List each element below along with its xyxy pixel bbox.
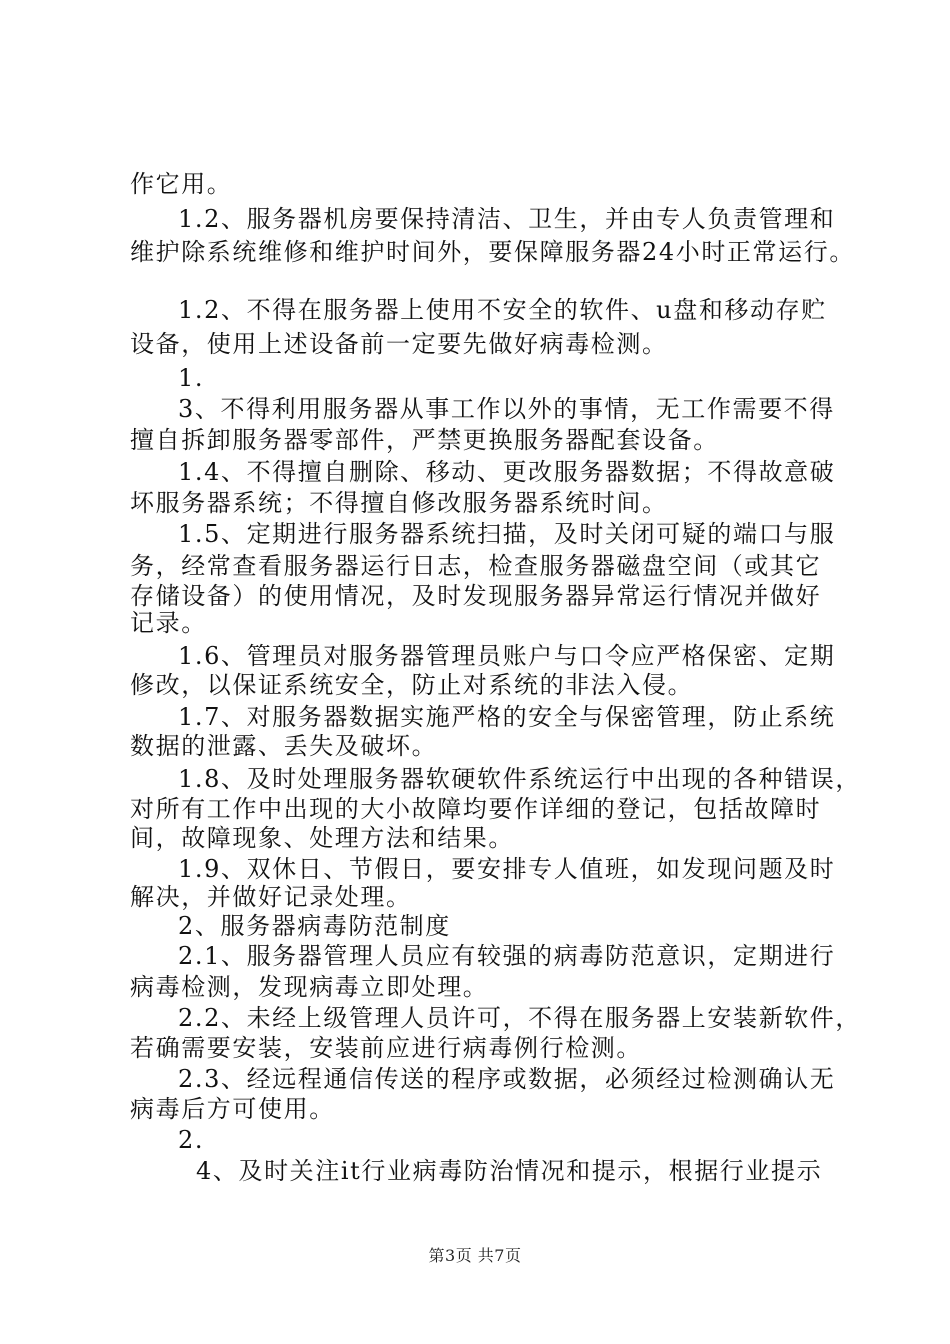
text-line: 1.5、定期进行服务器系统扫描，及时关闭可疑的端口与服 [178, 520, 836, 548]
text-line: 1.8、及时处理服务器软硬软件系统运行中出现的各种错误， [178, 765, 861, 793]
section-heading: 2、服务器病毒防范制度 [178, 912, 451, 940]
text-line: 病毒后方可使用。 [130, 1095, 335, 1123]
text-line: 数据的泄露、丢失及破坏。 [130, 732, 438, 760]
text-line: 1.2、不得在服务器上使用不安全的软件、u盘和移动存贮 [178, 296, 827, 324]
page-footer: 第3页 共7页 [428, 1246, 522, 1265]
text-line: 设备，使用上述设备前一定要先做好病毒检测。 [130, 330, 668, 358]
text-line: 2.1、服务器管理人员应有较强的病毒防范意识，定期进行 [178, 942, 836, 970]
text-line: 存储设备）的使用情况，及时发现服务器异常运行情况并做好 [130, 582, 822, 610]
text-line: 维护除系统维修和维护时间外，要保障服务器24小时正常运行。 [130, 238, 855, 266]
text-line: 2.3、经远程通信传送的程序或数据，必须经过检测确认无 [178, 1065, 836, 1093]
text-line: 1.2、服务器机房要保持清洁、卫生，并由专人负责管理和 [178, 205, 836, 233]
text-line: 1.7、对服务器数据实施严格的安全与保密管理，防止系统 [178, 703, 836, 731]
text-line: 记录。 [130, 609, 207, 637]
text-line: 1.6、管理员对服务器管理员账户与口令应严格保密、定期 [178, 642, 836, 670]
text-line: 1. [178, 364, 205, 392]
text-line: 修改，以保证系统安全，防止对系统的非法入侵。 [130, 671, 694, 699]
text-line: 1.9、双休日、节假日，要安排专人值班，如发现问题及时 [178, 855, 836, 883]
text-line: 务，经常查看服务器运行日志，检查服务器磁盘空间（或其它 [130, 552, 822, 580]
text-line: 作它用。 [130, 170, 233, 198]
text-line: 坏服务器系统；不得擅自修改服务器系统时间。 [130, 489, 668, 517]
text-line: 病毒检测，发现病毒立即处理。 [130, 973, 489, 1001]
text-line: 擅自拆卸服务器零部件，严禁更换服务器配套设备。 [130, 426, 719, 454]
text-line: 3、不得利用服务器从事工作以外的事情，无工作需要不得 [178, 395, 835, 423]
text-line: 解决，并做好记录处理。 [130, 883, 412, 911]
text-line: 1.4、不得擅自删除、移动、更改服务器数据；不得故意破 [178, 458, 836, 486]
text-line: 间，故障现象、处理方法和结果。 [130, 824, 514, 852]
text-line: 2.2、未经上级管理人员许可，不得在服务器上安装新软件， [178, 1004, 861, 1032]
text-line: 对所有工作中出现的大小故障均要作详细的登记，包括故障时 [130, 795, 822, 823]
text-line: 4、及时关注it行业病毒防治情况和提示，根据行业提示 [196, 1157, 823, 1185]
text-line: 2. [178, 1126, 205, 1154]
text-line: 若确需要安装，安装前应进行病毒例行检测。 [130, 1034, 642, 1062]
